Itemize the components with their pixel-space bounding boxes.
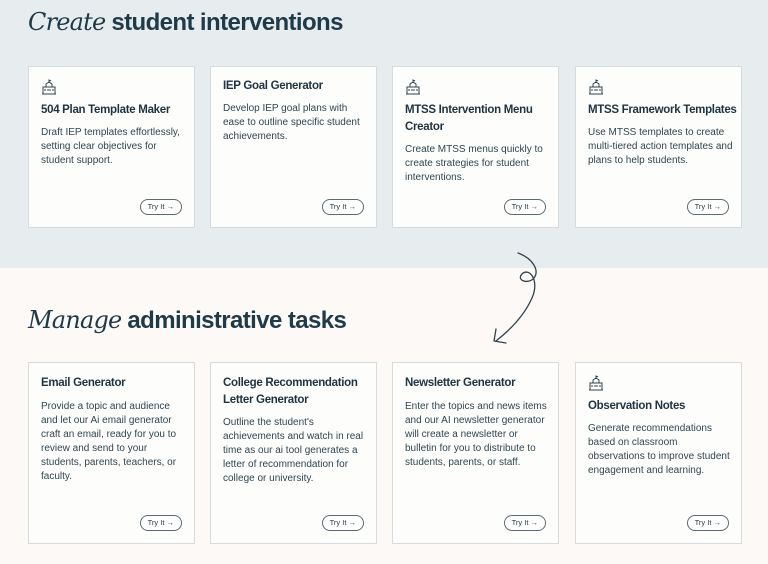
card-description: Provide a topic and audience and let our Ai email generator craft an email, ready for you to review and send to your students, parents, teachers, or faculty. (41, 401, 177, 482)
card-description: Generate recommendations based on classroom observations to improve student engagement and learning. (588, 423, 730, 476)
card-description: Enter the topics and news items and our AI newsletter generator will create a newsletter or bulletin for you to distribute to students, parents, or staff. (405, 401, 547, 468)
tool-card-mtss-menu[interactable] (392, 66, 559, 228)
card-description: Create MTSS menus quickly to create strategies for student interventions. (405, 144, 543, 183)
heading-rest: student interventions (111, 9, 343, 36)
card-title: 504 Plan Template Maker (41, 104, 171, 116)
manage-section-heading (28, 306, 346, 335)
card-description: Outline the student's achievements and watch in real time as our ai tool generates a letter of recommendation for college or university. (223, 417, 364, 484)
heading-rest: administrative tasks (127, 307, 347, 334)
try-it-button[interactable]: Try It → (140, 515, 182, 531)
tool-card-email-generator[interactable] (28, 362, 195, 544)
try-it-button[interactable]: Try It → (504, 199, 546, 215)
card-description: Use MTSS templates to create multi-tiered action templates and plans to help students. (588, 127, 733, 166)
card-title: MTSS Intervention Menu Creator (405, 104, 533, 133)
try-it-button[interactable]: Try It → (140, 199, 182, 215)
try-it-button[interactable]: Try It → (687, 515, 729, 531)
card-title: Email Generator (41, 377, 126, 389)
try-it-button[interactable]: Try It → (504, 515, 546, 531)
try-it-button[interactable]: Try It → (322, 515, 364, 531)
card-title: MTSS Framework Templates (588, 104, 737, 116)
card-description: Draft IEP templates effortlessly, setting clear objectives for student support. (41, 127, 180, 166)
heading-italic-word: Create (28, 8, 106, 36)
school-building-icon (588, 375, 604, 391)
school-building-icon (405, 79, 421, 95)
card-description: Develop IEP goal plans with ease to outline specific student achievements. (223, 103, 360, 142)
school-building-icon (41, 79, 57, 95)
school-building-icon (588, 79, 604, 95)
tool-card-observation-notes[interactable] (575, 362, 742, 544)
try-it-button[interactable]: Try It → (322, 199, 364, 215)
tool-card-newsletter-generator[interactable] (392, 362, 559, 544)
tool-card-iep-goal[interactable] (210, 66, 377, 228)
card-title: IEP Goal Generator (223, 80, 323, 92)
try-it-button[interactable]: Try It → (687, 199, 729, 215)
card-title: Observation Notes (588, 400, 686, 412)
create-section-heading (28, 8, 343, 37)
tool-card-504-plan[interactable] (28, 66, 195, 228)
curved-arrow-icon (488, 248, 550, 348)
tool-card-college-recommendation[interactable] (210, 362, 377, 544)
tool-card-mtss-framework[interactable] (575, 66, 742, 228)
heading-italic-word: Manage (28, 306, 122, 334)
card-title: Newsletter Generator (405, 377, 516, 389)
card-title: College Recommendation Letter Generator (223, 377, 358, 406)
